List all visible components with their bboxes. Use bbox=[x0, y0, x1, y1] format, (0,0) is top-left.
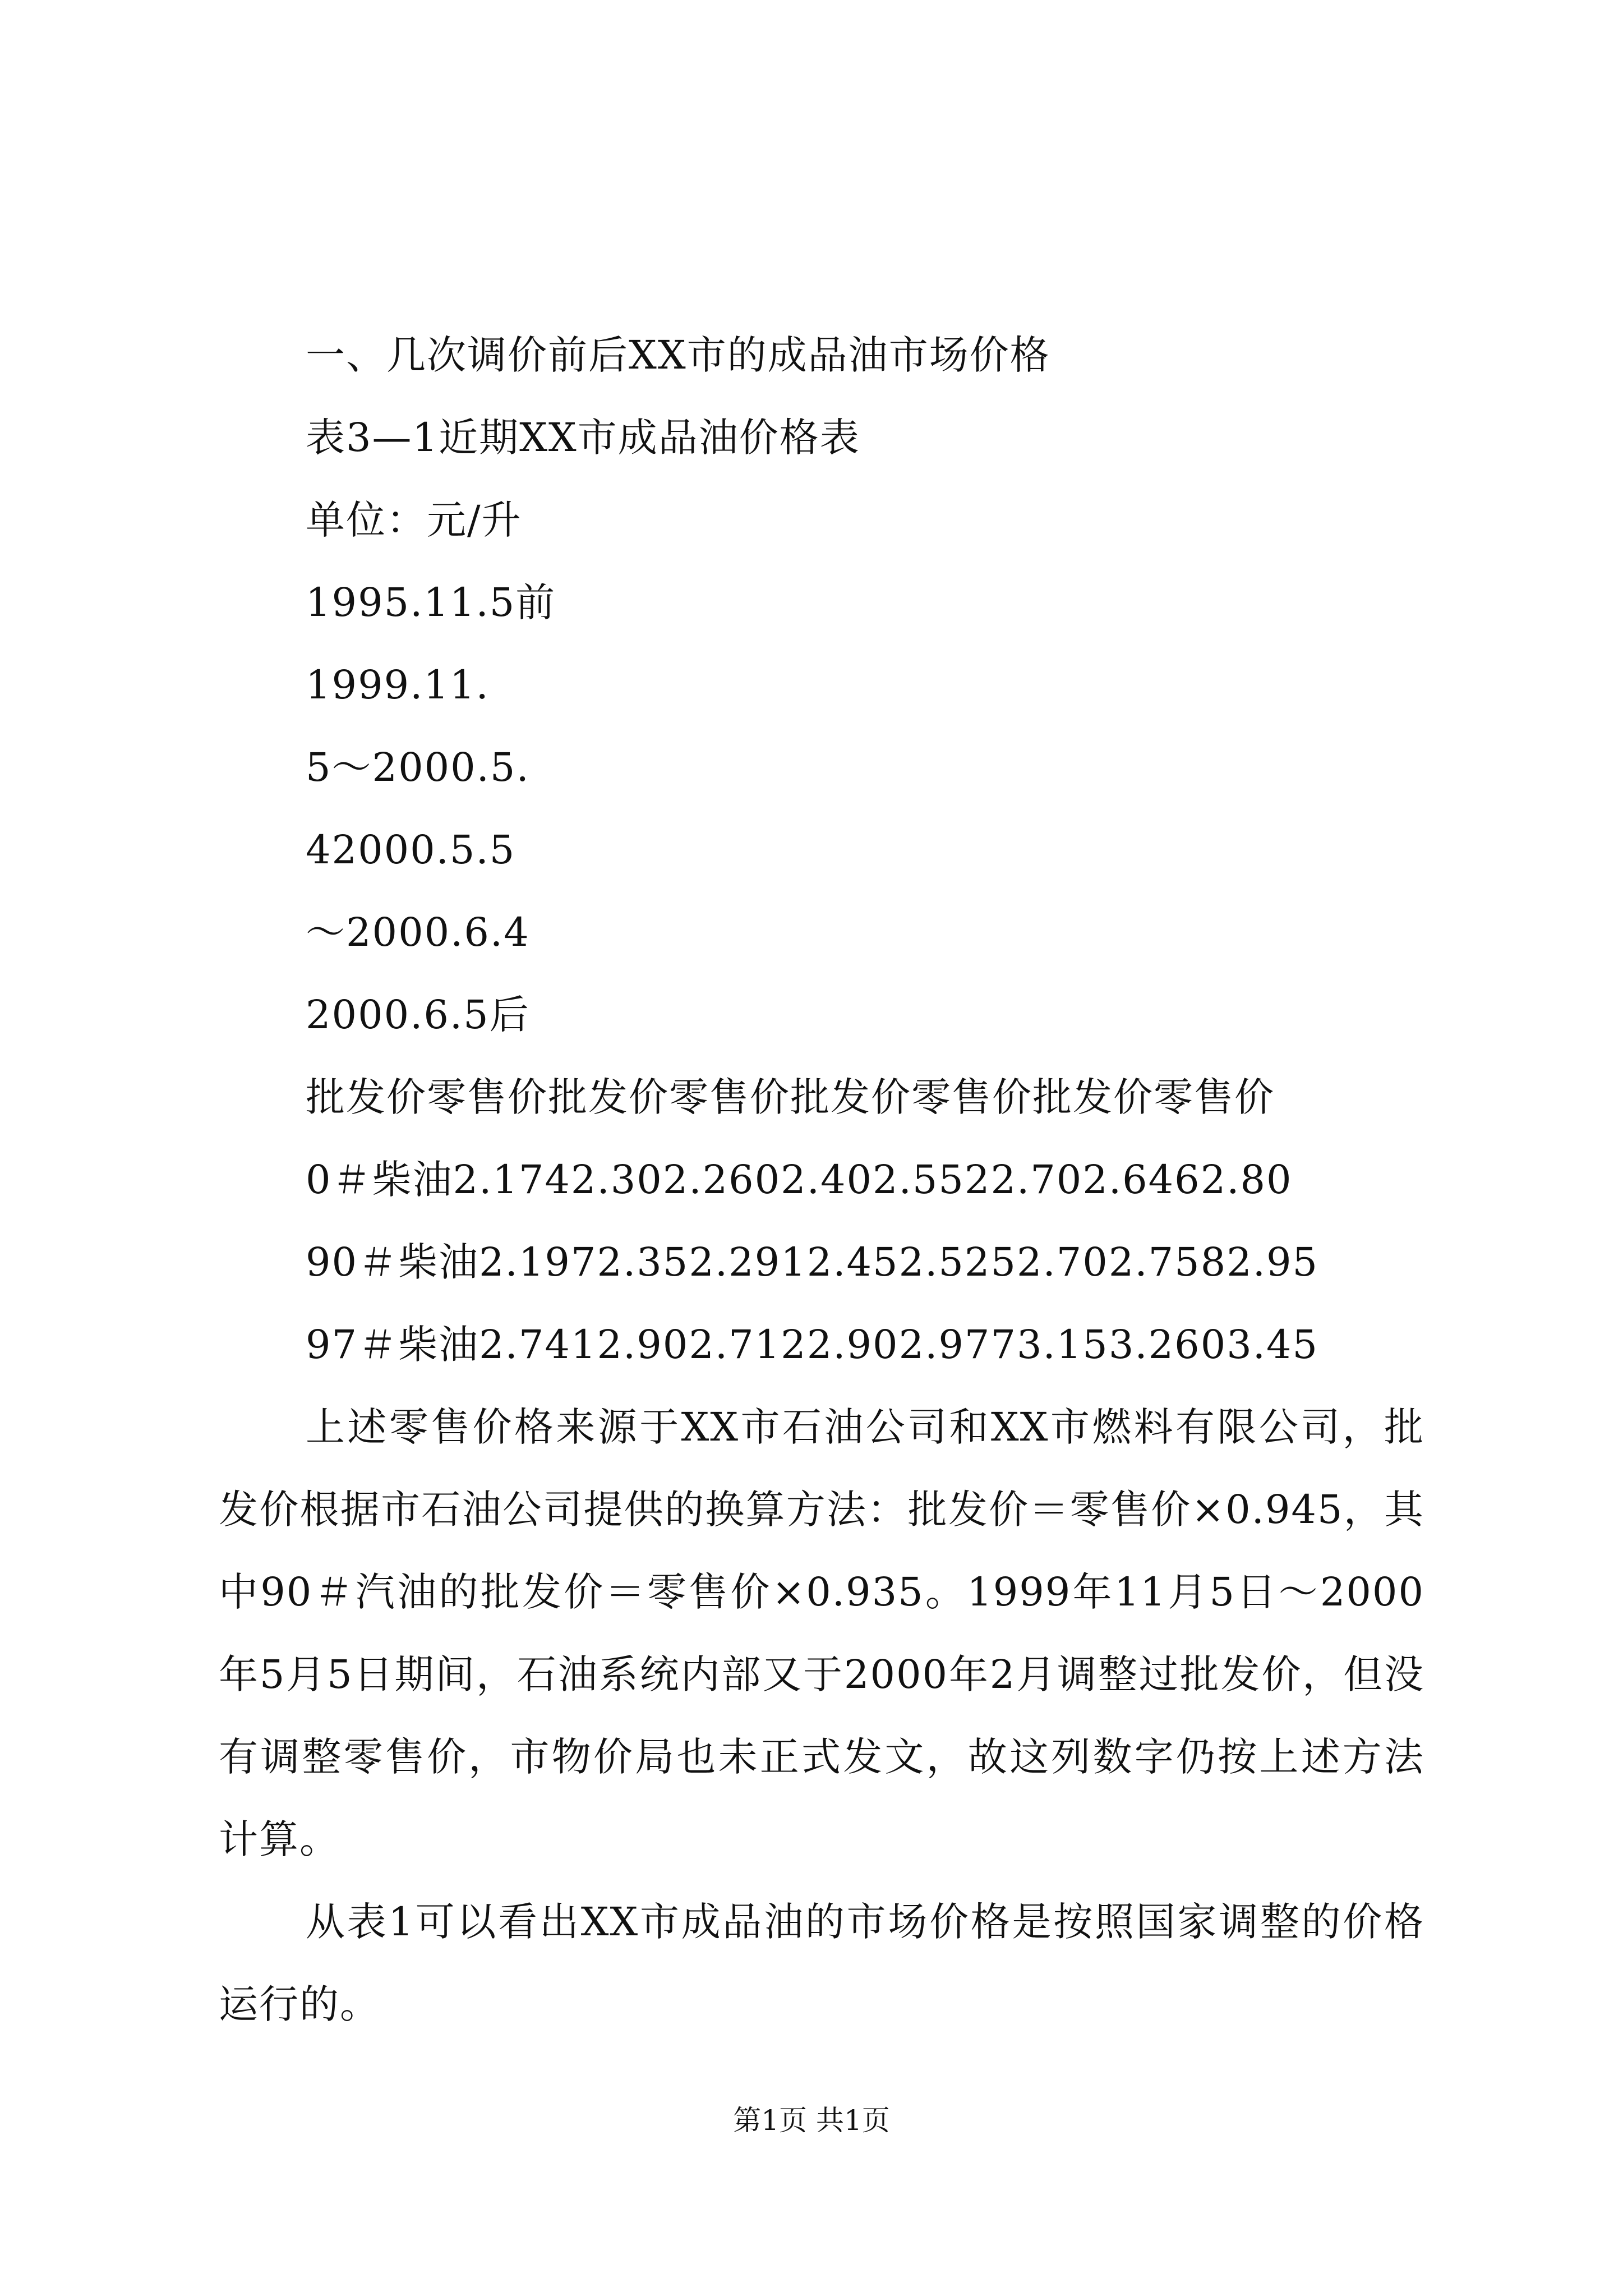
body-paragraph: 上述零售价格来源于XX市石油公司和XX市燃料有限公司，批发价根据市石油公司提供的换算方法：批发价＝零售价×0.945，其中90＃汽油的批发价＝零售价×0.935。1999年11月5日～2000年5月5日期间，石油系统内部又于2000年2月调整过批发价，但没有调整零售价，市物价局也未正式发文，故这列数字仍按上述方法计算。 bbox=[219, 1404, 1424, 1862]
period-line: 42000.5.5 bbox=[306, 827, 516, 873]
page-footer: 第1页 共1页 bbox=[733, 2104, 890, 2137]
period-line: 1999.11. bbox=[306, 662, 490, 708]
document-body bbox=[219, 314, 1424, 2046]
body-paragraph: 从表1可以看出XX市成品油的市场价格是按照国家调整的价格运行的。 bbox=[219, 1899, 1424, 2027]
section-heading: 一、几次调价前后XX市的成品油市场价格 bbox=[306, 332, 1050, 378]
period-line: 5～2000.5. bbox=[306, 744, 530, 790]
data-row: 97＃柴油2.7412.902.7122.902.9773.153.2603.45 bbox=[306, 1322, 1319, 1368]
data-row: 0＃柴油2.1742.302.2602.402.5522.702.6462.80 bbox=[306, 1157, 1293, 1203]
period-line: ～2000.6.4 bbox=[306, 909, 530, 955]
data-row: 90＃柴油2.1972.352.2912.452.5252.702.7582.95 bbox=[306, 1239, 1319, 1285]
column-header-line: 批发价零售价批发价零售价批发价零售价批发价零售价 bbox=[306, 1074, 1275, 1120]
period-line: 2000.6.5后 bbox=[306, 992, 530, 1038]
unit-label: 单位：元/升 bbox=[306, 497, 522, 543]
period-line: 1995.11.5前 bbox=[306, 579, 556, 625]
table-title: 表3—1近期XX市成品油价格表 bbox=[306, 415, 860, 461]
